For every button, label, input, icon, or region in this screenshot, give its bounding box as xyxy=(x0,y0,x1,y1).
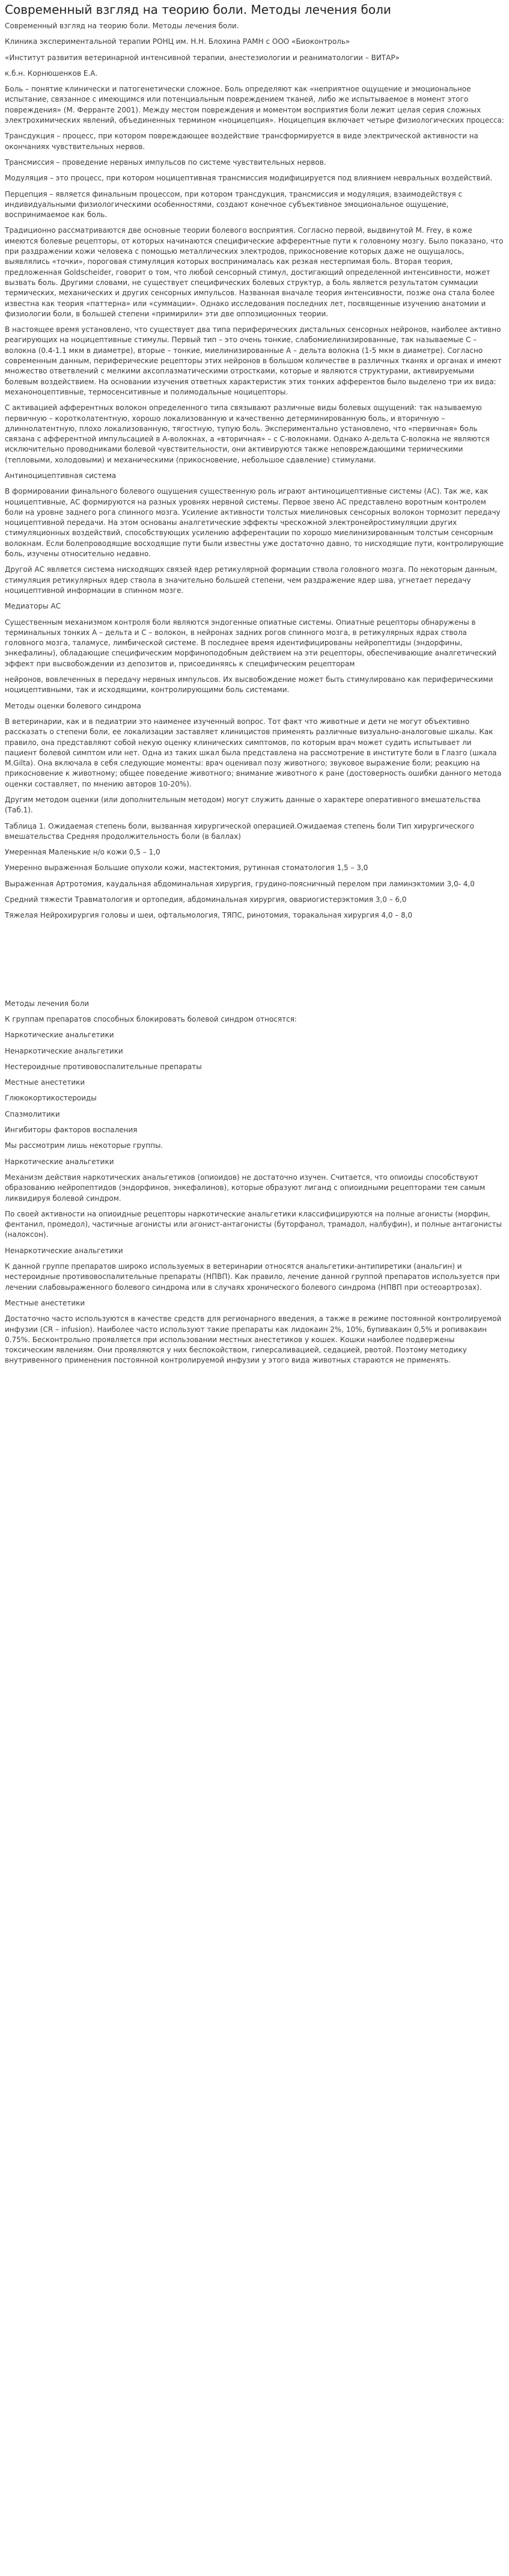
paragraph: Другой АС является система нисходящих связей ядер ретикулярной формации ствола головного мозга. По некоторым данным, стимуляция ретикулярных ядер ствола в значительно большей степени, чем раздражение ядер шва, угнетает передачу ноцицептивной информации в спинном мозге. xyxy=(5,565,498,595)
list-item: Глюкокортикостероиды xyxy=(5,1094,97,1103)
list-item: Ингибиторы факторов воспаления xyxy=(5,1126,138,1135)
paragraph: К группам препаратов способных блокировать болевой синдром относятся: xyxy=(5,1014,297,1023)
paragraph: Традиционно рассматриваются две основные теории болевого восприятия. Согласно первой, выдвинутой M. Frey, в коже имеются болевые рецепторы, от которых начинаются специфические афферентные пути к головному мозгу. Было показано, что при раздражении кожи человека с помощью металлических электродов, прикосновение которых даже не ощущалось, выявлялись «точки», пороговая стимуляция которых воспринималась как резкая нестерпимая боль. Вторая теория, предложенная Goldscheider, говорит о том, что любой сенсорный стимул, достигающий определенной интенсивности, может вызвать боль. Другими словами, не существует специфических болевых структур, а боль является результатом суммации термических, механических и других сенсорных импульсов. Названная вначале теория интенсивности, позже она стала более известна как теория «паттерна» или «суммации». Однако исследования последних лет, посвященные изучению анатомии и физиологии боли, в большей степени «примирили» эти две оппозиционных теории. xyxy=(5,226,504,318)
section-heading: Медиаторы АС xyxy=(5,602,61,611)
paragraph: Боль – понятие клинически и патогенетически сложное. Боль определяют как «неприятное ощущение и эмоциональное испытание, связанное с имеющимся или потенциальным повреждением тканей, либо же испытываемое в момент этого повреждения» (М. Ферранте 2001). Между местом повреждения и моментом восприятия боли лежит целая серия сложных электрохимических явлений, объединенных термином «ноцицепция». Ноцицепция включает четыре физиологических процесса: xyxy=(5,85,504,125)
paragraph: В формировании финального болевого ощущения существенную роль играют антиноцицептивные системы (АС). Так же, как ноцицептивные, АС формируются на разных уровнях нервной системы. Первое звено АС представлено воротным контролем боли на уровне заднего рога спинного мозга. Усиление активности толстых миелиновых сенсорных волокон тормозит передачу ноцицептивной передачи. На этом основаны аналгетические эффекты чрескожной электронейростимуляции других стимуляционных воздействий, способствующих усилению афферентации по хорошо миелинизированным толстым сенсорным волокнам. Если болепроводящие восходящие пути были известны уже достаточно давно, то нисходящие пути, контролирующие боль, изучены относительно недавно. xyxy=(5,487,504,559)
table-row: Умеренно выраженная Большие опухоли кожи, мастектомия, рутинная стоматология 1,5 – 3,0 xyxy=(5,863,368,872)
affiliation: Клиника экспериментальной терапии РОНЦ им. Н.Н. Блохина РАМН с ООО «Биоконтроль» xyxy=(5,37,350,46)
paragraph: В настоящее время установлено, что существует два типа периферических дистальных сенсорных нейронов, наиболее активно реагирующих на ноцицептивные стимулы. Первый тип – это очень тонкие, слабомиелинизированные, так называемые С – волокна (0.4-1.1 мкм в диаметре), вторые – тонкие, миелинизированные А – дельта волокна (1-5 мкм в диаметре). Согласно современным данным, периферические рецепторы этих нейронов в большом количестве в различных тканях и органах и имеют множество ответвлений с мелкими аксоплазматическими отростками, которые и являются структурами, активируемыми болевым воздействием. На основании изучения ответных характеристик этих тонких афферентов было выделено три их вида: механоноцептивные, термосенситивные и полимодальные ноцицепторы. xyxy=(5,325,502,396)
paragraph: Существенным механизмом контроля боли являются эндогенные опиатные системы. Опиатные рецепторы обнаружены в терминальных тонких А – дельта и С – волокон, в нейронах задних рогов спинного мозга, в ретикулярных ядрах ствола головного мозга, таламусе, лимбической системе. В последнее время идентифицированы нейропептиды (эндорфины, энкефалины), обладающие специфическим морфиноподобным действием на эти рецепторы, обеспечивающие аналгетический эффект при высвобождении из депозитов и, присоединяясь к специфическим рецепторам xyxy=(5,618,497,668)
paragraph: По своей активности на опиоидные рецепторы наркотические анальгетики классифицируются на полные агонисты (морфин, фентанил, промедол), частичные агонисты или агонист-антагонисты (буторфанол, трамадол, налбуфин), и полные антагонисты (налоксон). xyxy=(5,1209,502,1239)
paragraph: Другим методом оценки (или дополнительным методом) могут служить данные о характере оперативного вмешательства (Таб.1). xyxy=(5,796,481,815)
table-row: Выраженная Артротомия, каудальная абдоминальная хирургия, грудино-поясничный перелом при ламинэктомии 3,0- 4,0 xyxy=(5,879,475,888)
subtitle: Современный взгляд на теорию боли. Методы лечения боли. xyxy=(5,22,239,30)
paragraph: Трансмиссия – проведение нервных импульсов по системе чувствительных нервов. xyxy=(5,158,326,167)
section-heading: Местные анестетики xyxy=(5,1298,85,1307)
list-item: Местные анестетики xyxy=(5,1078,85,1087)
paragraph: Перцепция – является финальным процессом, при котором трансдукция, трансмиссия и модуляция, взаимодействуя с индивидуальными физиологическими особенностями, создают конечное субъективное эмоциональное ощущение, воспринимаемое как боль. xyxy=(5,189,463,219)
page-title: Современный взгляд на теорию боли. Методы лечения боли xyxy=(5,2,391,17)
paragraph: нейронов, вовлеченных в передачу нервных импульсов. Их высвобождение может быть стимулировано как периферическими ноцицептивными, так и исходящими, контролирующими боль системами. xyxy=(5,675,493,695)
affiliation-institute: «Институт развития ветеринарной интенсивной терапии, анестезиологии и реаниматологии – ВИТАР» xyxy=(5,53,400,62)
list-item: Наркотические анальгетики xyxy=(5,1031,114,1040)
paragraph: Механизм действия наркотических анальгетиков (опиоидов) не достаточно изучен. Считается, что опиоиды способствуют образованию нейропептидов (эндорфинов, энкефалинов), которые образуют лиганд с опиоидными рецепторами тем самым ликвидируя болевой синдром. xyxy=(5,1173,486,1203)
table-row: Тяжелая Нейрохирургия головы и шеи, офтальмология, ТЯПС, ринотомия, торакальная хирургия 4,0 – 8,0 xyxy=(5,911,413,920)
list-item: Спазмолитики xyxy=(5,1109,60,1118)
section-heading: Методы оценки болевого синдрома xyxy=(5,701,141,710)
table-caption: Таблица 1. Ожидаемая степень боли, вызванная хирургической операцией.Ожидаемая степень боли Тип хирургического вмешательства Средняя продолжительность боли (в баллах) xyxy=(5,821,474,841)
table-row: Умеренная Маленькие н/о кожи 0,5 – 1,0 xyxy=(5,848,160,857)
section-heading: Ненаркотические анальгетики xyxy=(5,1246,123,1255)
blank-space xyxy=(5,927,504,999)
paragraph: К данной группе препаратов широко используемых в ветеринарии относятся анальгетики-антипиретики (анальгин) и нестероидные противовоспалительные препараты (НПВП). Как правило, лечение данной группой препаратов используется при лечении слабовыраженного болевого синдрома или в случаях хронического болевого синдрома (НПВП при остеоартрозах). xyxy=(5,1262,500,1292)
paragraph: С активацией афферентных волокон определенного типа связывают различные виды болевых ощущений: так называемую первичную – коротколатентную, хорошо локализованную и качественно детерминированную боль, и вторичную – длиннолатентную, плохо локализованную, тягостную, тупую боль. Экспериментально установлено, что «первичная» боль связана с афферентной импульсацией в А-волокнах, а «вторичная» – с С-волокнами. Однако А-дельта С-волокна не являются исключительно проводниками болевой чувствительности, они активируются также неповреждающими термическими (тепловыми, холодовыми) и механическими (прикосновение, небольшое сдавление) стимулами. xyxy=(5,403,490,464)
author: к.б.н. Корнюшенков Е.А. xyxy=(5,69,98,78)
paragraph: Модуляция – это процесс, при котором ноцицептивная трансмиссия модифицируется под влиянием невральных воздействий. xyxy=(5,174,493,183)
paragraph: Мы рассмотрим лишь некоторые группы. xyxy=(5,1141,163,1150)
paragraph: В ветеринарии, как и в педиатрии это наименее изученный вопрос. Тот факт что животные и дети не могут объективно рассказать о степени боли, ее локализации заставляет клиницистов применять различные визуально-аналоговые шкалы. Как правило, она представляют собой некую оценку клинических симптомов, по которым врач может судить испытывает ли пациент болевой симптом или нет. Одна из таких шкал была представлена на рассмотрение в институте боли в Глазго (шкала M.Gilta). Она включала в себя следующие моменты: врач оценивал позу животного; звуковое выражение боли; реакцию на прикосновение к животному; общее поведение животного; внимание животного к ране (достоверность ошибки данного метода оценки составляет, по мнению авторов 10-20%). xyxy=(5,717,502,788)
paragraph: Достаточно часто используются в качестве средств для регионарного введения, а также в режиме постоянной контролируемой инфузии (CR – infusion). Наиболее часто используют такие препараты как лидокаин 2%, 10%, бупивакаин 0,5% и ропивакаин 0.75%. Бесконтрольно проявляется при использовании местных анестетиков у кошек. Кошки наиболее подвержены токсическим явлениям. Они проявляются у них беспокойством, гиперсаливацией, седацией, рвотой. Поэтому методику внутривенного применения постоянной контролируемой инфузии у этого вида животных стараются не применять. xyxy=(5,1314,502,1365)
section-heading: Методы лечения боли xyxy=(5,999,90,1008)
table-row: Средний тяжести Травматология и ортопедия, абдоминальная хирургия, овариогистерэктомия 3,0 – 6,0 xyxy=(5,895,407,904)
list-item: Нестероидные противовоспалительные препараты xyxy=(5,1062,202,1071)
list-item: Ненаркотические анальгетики xyxy=(5,1046,123,1055)
paragraph: Трансдукция – процесс, при котором повреждающее воздействие трансформируется в виде электрической активности на окончаниях чувствительных нервов. xyxy=(5,132,478,151)
section-heading: Наркотические анальгетики xyxy=(5,1157,114,1166)
section-heading: Антиноцицептивная система xyxy=(5,471,117,480)
